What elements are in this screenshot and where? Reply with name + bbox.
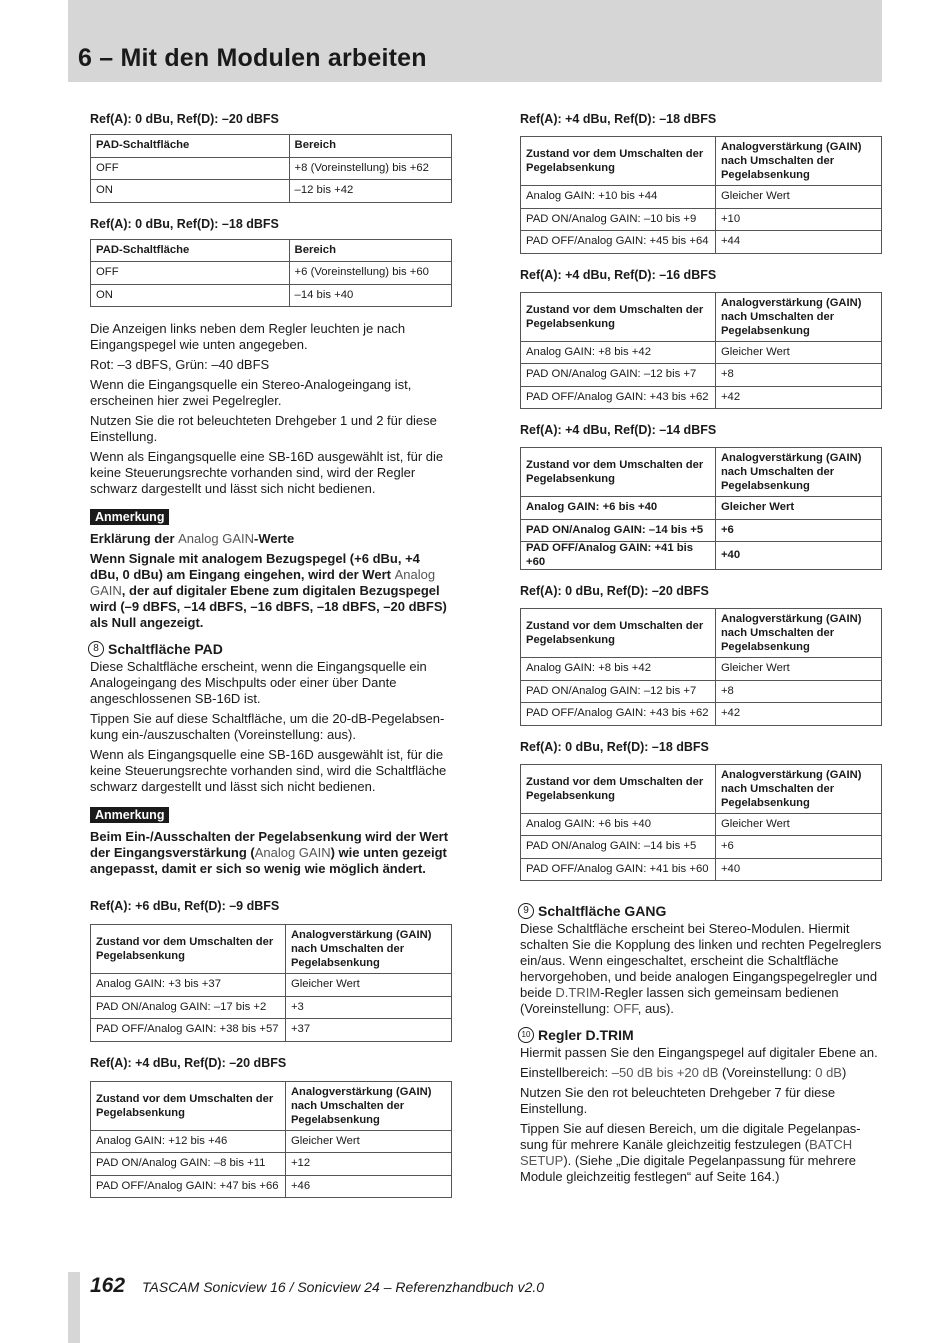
text: Analog GAIN: [254, 845, 331, 860]
table-row: [521, 497, 882, 520]
paragraph: [520, 1065, 882, 1081]
paragraph: Diese Schaltfläche erscheint, wenn die Eingangsquelle ein Analogeingang des Mischpults oder einer über Dante angeschlossenen SB-16D ist.: [90, 659, 427, 706]
table-cell: PAD ON/Analog GAIN: –12 bis +7: [521, 364, 716, 387]
table-header: Analogverstärkung (GAIN) nach Umschalten der Pegelabsenkung: [715, 292, 881, 341]
table-cell: ON: [91, 284, 290, 307]
text: –50 dB bis +20 dB: [611, 1065, 719, 1080]
table-cell: PAD ON/Analog GAIN: –10 bis +9: [521, 208, 716, 231]
table-cell: PAD ON/Analog GAIN: –14 bis +5: [521, 836, 716, 859]
gain-table: [520, 447, 882, 570]
table-cell: PAD OFF/Analog GAIN: +43 bis +62: [521, 703, 716, 726]
table-cell: Gleicher Wert: [715, 497, 881, 520]
table-cell: +37: [285, 1019, 451, 1042]
table-cell: Analog GAIN: +6 bis +40: [521, 497, 716, 520]
text: D.TRIM: [555, 985, 601, 1000]
paragraph: Tippen Sie auf diese Schaltfläche, um die 20-dB-Pegelabsenkung ein-/auszuschalten (Voreinstellung: aus).: [90, 711, 445, 742]
circled-number-icon: 10: [518, 1027, 534, 1043]
text: Beim Ein-/Ausschalten der Pegelabsenkung wird der Wert der Eingangsverstärkung (: [90, 829, 449, 860]
table-header: PAD-Schaltfläche: [91, 239, 290, 262]
table-cell: Analog GAIN: +12 bis +46: [91, 1130, 286, 1153]
footer-title: TASCAM Sonicview 16 / Sonicview 24 – Referenzhandbuch v2.0: [142, 1279, 545, 1295]
table-cell: Gleicher Wert: [285, 1130, 451, 1153]
table-cell: ON: [91, 180, 290, 203]
text: Einstellbereich:: [520, 1065, 612, 1080]
table-title: Ref(A): +4 dBu, Ref(D): –20 dBFS: [90, 1055, 287, 1070]
table-row: [91, 180, 452, 203]
table-cell: +8: [715, 364, 881, 387]
text: , der auf digitaler Ebene zum digitalen Bezugspegel wird (–9 dBFS, –14 dBFS, –16 dBFS, –18 dBFS, –20 dBFS) als Null angezeigt.: [90, 583, 447, 630]
table-header: Zustand vor dem Umschalten der Pegelabsenkung: [91, 1081, 286, 1130]
gain-table: [90, 924, 452, 1042]
table-header: Zustand vor dem Umschalten der Pegelabsenkung: [521, 448, 716, 497]
table-cell: PAD ON/Analog GAIN: –14 bis +5: [521, 519, 716, 542]
table-cell: PAD OFF/Analog GAIN: +43 bis +62: [521, 386, 716, 409]
table-cell: Gleicher Wert: [285, 974, 451, 997]
table-title: Ref(A): +4 dBu, Ref(D): –18 dBFS: [520, 112, 717, 126]
section-title: Regler D.TRIM: [538, 1027, 634, 1043]
note-heading: [90, 531, 452, 547]
note-text: [90, 829, 452, 877]
table-cell: PAD ON/Analog GAIN: –8 bis +11: [91, 1153, 286, 1176]
table-title: Ref(A): +4 dBu, Ref(D): –14 dBFS: [520, 423, 717, 437]
gain-table-block: [90, 899, 452, 1042]
table-row: [521, 813, 882, 836]
table-cell: +42: [715, 703, 881, 726]
paragraph: Wenn die Eingangsquelle ein Stereo-Analogeingang ist, erscheinen hier zwei Pegelregler.: [90, 377, 412, 408]
table-cell: OFF: [91, 262, 290, 285]
text: 0 dB: [815, 1065, 842, 1080]
gain-table-block: [520, 423, 882, 570]
text: ) wie unten gezeigt angepasst, damit er sich so wenig wie möglich ändert.: [90, 845, 447, 876]
section-title: Schaltfläche PAD: [108, 641, 223, 657]
table-cell: Gleicher Wert: [715, 813, 881, 836]
circled-number-icon: 8: [88, 641, 104, 657]
table-row: [91, 262, 452, 285]
table-row: [521, 341, 882, 364]
table-row: [91, 157, 452, 180]
paragraph: Hiermit passen Sie den Eingangspegel auf digitaler Ebene an.: [520, 1045, 878, 1060]
right-column: [520, 112, 882, 1189]
gain-table: [520, 292, 882, 410]
table-cell: Gleicher Wert: [715, 341, 881, 364]
table-cell: Gleicher Wert: [715, 658, 881, 681]
section-title: Schaltfläche GANG: [538, 903, 667, 919]
note-badge: Anmerkung: [90, 509, 169, 525]
footer-bar: [68, 1272, 80, 1343]
table-row: [91, 1130, 452, 1153]
gain-table: [520, 608, 882, 726]
table-row: [521, 386, 882, 409]
table-row: [521, 186, 882, 209]
table-cell: –14 bis +40: [289, 284, 451, 307]
table-row: [521, 231, 882, 254]
paragraph: Nutzen Sie die rot beleuchteten Drehgeber 1 und 2 für diese Einstellung.: [90, 413, 437, 444]
pad-table-block-0: [90, 112, 452, 203]
table-cell: OFF: [91, 157, 290, 180]
paragraph: [520, 921, 882, 1017]
pad-range-table: [90, 134, 452, 203]
table-cell: Gleicher Wert: [715, 186, 881, 209]
table-cell: +6: [715, 836, 881, 859]
table-cell: PAD OFF/Analog GAIN: +45 bis +64: [521, 231, 716, 254]
table-cell: Analog GAIN: +3 bis +37: [91, 974, 286, 997]
table-cell: +46: [285, 1175, 451, 1198]
table-header: Zustand vor dem Umschalten der Pegelabsenkung: [521, 292, 716, 341]
section-heading-gang: [518, 903, 882, 919]
table-header: Zustand vor dem Umschalten der Pegelabsenkung: [91, 925, 286, 974]
text: Wenn Signale mit analogem Bezugspegel (+6 dBu, +4 dBu, 0 dBu) am Eingang eingehen, wird der Wert: [90, 551, 420, 582]
table-title: Ref(A): +6 dBu, Ref(D): –9 dBFS: [90, 899, 280, 913]
table-title: Ref(A): 0 dBu, Ref(D): –18 dBFS: [520, 739, 709, 754]
table-cell: +3: [285, 996, 451, 1019]
table-row: [521, 658, 882, 681]
pad-range-table: [90, 239, 452, 308]
table-row: [521, 680, 882, 703]
gain-table-block: [90, 1056, 452, 1199]
table-row: [91, 1153, 452, 1176]
table-cell: +12: [285, 1153, 451, 1176]
table-header: Zustand vor dem Umschalten der Pegelabsenkung: [521, 137, 716, 186]
table-header: Analogverstärkung (GAIN) nach Umschalten der Pegelabsenkung: [715, 609, 881, 658]
left-column: [90, 112, 452, 1212]
table-row: [91, 996, 452, 1019]
text: Analog GAIN: [90, 567, 436, 598]
table-cell: +6 (Voreinstellung) bis +60: [289, 262, 451, 285]
text: ): [841, 1065, 847, 1080]
table-header: Analogverstärkung (GAIN) nach Umschalten der Pegelabsenkung: [715, 137, 881, 186]
circled-number-icon: 9: [518, 903, 534, 919]
paragraph: [520, 1121, 882, 1185]
table-cell: PAD ON/Analog GAIN: –12 bis +7: [521, 680, 716, 703]
text: OFF: [613, 1001, 638, 1016]
paragraph: Wenn als Eingangsquelle eine SB-16D ausgewählt ist, für die keine Steuerungsrechte vorhanden sind, wird der Regler schwarz dargestellt und lässt sich nicht bedienen.: [90, 449, 444, 496]
table-cell: PAD OFF/Analog GAIN: +38 bis +57: [91, 1019, 286, 1042]
table-cell: Analog GAIN: +8 bis +42: [521, 658, 716, 681]
table-cell: +40: [715, 542, 881, 570]
text: Diese Schaltfläche erscheint bei Stereo-Modulen. Hiermit schalten Sie die Kopplung des linken und rechten Pegelreglers ein/aus. Wenn eingeschaltet, erscheint die Schaltfläche hervorgehoben, und beide analogen Eingangspegelregler und beide: [520, 921, 882, 1000]
gain-table-block: [520, 112, 882, 254]
gain-table: [90, 1081, 452, 1199]
table-row: [521, 364, 882, 387]
table-cell: Analog GAIN: +6 bis +40: [521, 813, 716, 836]
text: ). (Siehe „Die digitale Pegelanpassung für mehrere Module gleichzeitig festlegen“ auf Seite 164.): [520, 1153, 857, 1184]
table-header: Bereich: [289, 135, 451, 158]
table-cell: PAD OFF/Analog GAIN: +41 bis +60: [521, 542, 716, 570]
table-cell: +40: [715, 858, 881, 881]
text: Erklärung der: [90, 531, 179, 546]
page-number: 162: [90, 1274, 126, 1297]
table-cell: +44: [715, 231, 881, 254]
gain-table-block: [520, 740, 882, 882]
table-row: [521, 703, 882, 726]
paragraph: Nutzen Sie den rot beleuchteten Drehgeber 7 für diese Einstellung.: [520, 1085, 836, 1116]
table-row: [521, 858, 882, 881]
table-header: Analogverstärkung (GAIN) nach Umschalten der Pegelabsenkung: [715, 448, 881, 497]
table-cell: +42: [715, 386, 881, 409]
table-header: Analogverstärkung (GAIN) nach Umschalten der Pegelabsenkung: [285, 925, 451, 974]
text: BATCH SETUP: [520, 1137, 853, 1168]
text: (Voreinstellung:: [718, 1065, 816, 1080]
table-title: Ref(A): +4 dBu, Ref(D): –16 dBFS: [520, 267, 717, 282]
paragraph: Rot: –3 dBFS, Grün: –40 dBFS: [90, 357, 270, 372]
text: , aus).: [637, 1001, 674, 1016]
table-cell: PAD OFF/Analog GAIN: +47 bis +66: [91, 1175, 286, 1198]
table-row: [521, 542, 882, 570]
table-row: [91, 974, 452, 997]
table-cell: +10: [715, 208, 881, 231]
table-header: Bereich: [289, 239, 451, 262]
gain-table-block: [520, 268, 882, 410]
table-title: Ref(A): 0 dBu, Ref(D): –18 dBFS: [90, 216, 279, 231]
gain-table: [520, 764, 882, 882]
table-row: [521, 836, 882, 859]
note-text: [90, 551, 452, 631]
table-title: Ref(A): 0 dBu, Ref(D): –20 dBFS: [520, 584, 709, 598]
text: -Werte: [254, 531, 295, 546]
table-cell: +8 (Voreinstellung) bis +62: [289, 157, 451, 180]
paragraph: Wenn als Eingangsquelle eine SB-16D ausgewählt ist, für die keine Steuerungsrechte vorhanden sind, wird die Schaltfläche schwarz dargestellt und lässt sich nicht bedienen.: [90, 747, 447, 794]
pad-table-block-1: [90, 217, 452, 308]
table-row: [521, 208, 882, 231]
table-cell: Analog GAIN: +10 bis +44: [521, 186, 716, 209]
table-row: [91, 1019, 452, 1042]
text: -Regler lassen sich gemeinsam bedienen (Voreinstellung:: [520, 985, 839, 1016]
table-cell: PAD OFF/Analog GAIN: +41 bis +60: [521, 858, 716, 881]
table-header: Analogverstärkung (GAIN) nach Umschalten der Pegelabsenkung: [285, 1081, 451, 1130]
paragraph: Die Anzeigen links neben dem Regler leuchten je nach Eingangspegel wie unten angegeben.: [90, 321, 406, 352]
gain-table-block: [520, 584, 882, 726]
gain-table: [520, 136, 882, 254]
chapter-title: 6 – Mit den Modulen arbeiten: [78, 44, 427, 72]
table-row: [91, 284, 452, 307]
section-heading-pad: [88, 641, 452, 657]
table-title: Ref(A): 0 dBu, Ref(D): –20 dBFS: [90, 112, 279, 126]
table-cell: +6: [715, 519, 881, 542]
table-header: Analogverstärkung (GAIN) nach Umschalten der Pegelabsenkung: [715, 764, 881, 813]
table-header: PAD-Schaltfläche: [91, 135, 290, 158]
table-cell: PAD ON/Analog GAIN: –17 bis +2: [91, 996, 286, 1019]
text: Tippen Sie auf diesen Bereich, um die digitale Pegelanpassung für mehrere Kanäle gleichzeitig festzulegen (: [520, 1121, 861, 1152]
table-cell: +8: [715, 680, 881, 703]
section-heading-dtrim: [518, 1027, 882, 1043]
note-badge: Anmerkung: [90, 807, 169, 823]
table-cell: Analog GAIN: +8 bis +42: [521, 341, 716, 364]
text: Analog GAIN: [178, 531, 255, 546]
table-row: [91, 1175, 452, 1198]
table-header: Zustand vor dem Umschalten der Pegelabsenkung: [521, 609, 716, 658]
table-cell: –12 bis +42: [289, 180, 451, 203]
table-row: [521, 519, 882, 542]
table-header: Zustand vor dem Umschalten der Pegelabsenkung: [521, 764, 716, 813]
